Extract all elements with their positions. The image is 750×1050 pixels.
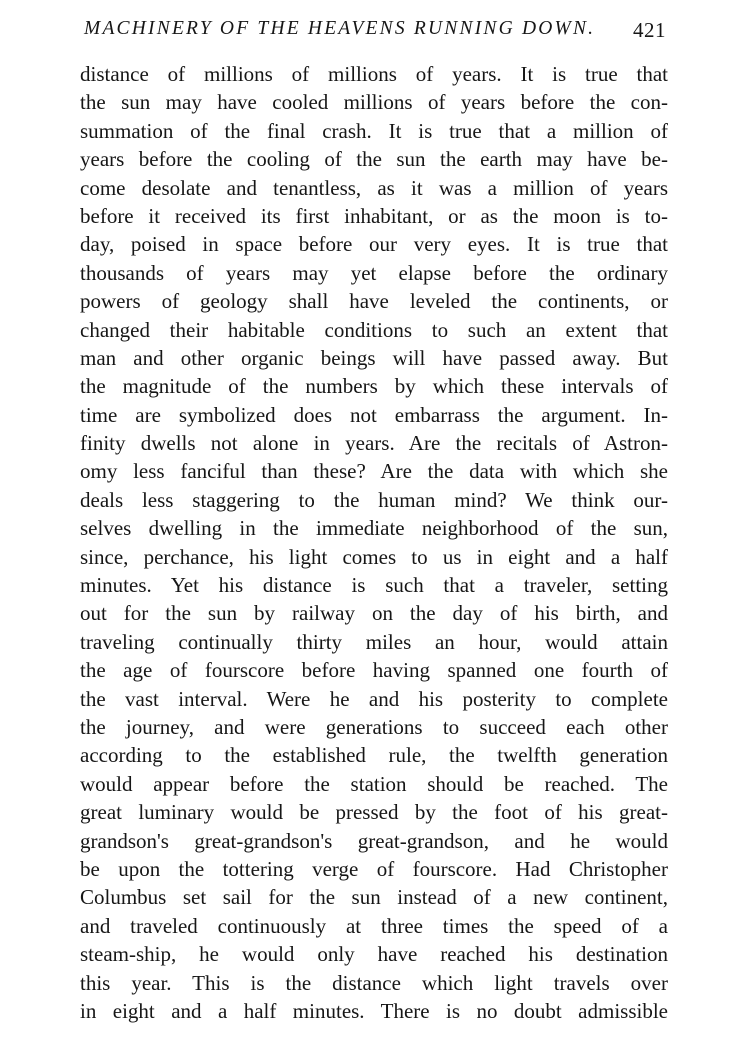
- text-line: changed their habitable conditions to such an extent that: [80, 317, 668, 342]
- text-line: powers of geology shall have leveled the continents, or: [80, 289, 668, 314]
- text-line: Columbus set sail for the sun instead of a new continent,: [80, 885, 668, 910]
- text-line: years before the cooling of the sun the earth may have be-: [80, 147, 668, 172]
- text-line: the journey, and were generations to succeed each other: [80, 714, 668, 739]
- text-line: and traveled continuously at three times the speed of a: [80, 913, 668, 938]
- text-line: finity dwells not alone in years. Are the recitals of Astron-: [80, 431, 668, 456]
- text-line: steam-ship, he would only have reached his destination: [80, 942, 668, 967]
- text-line: selves dwelling in the immediate neighborhood of the sun,: [80, 516, 668, 541]
- text-line: grandson's great-grandson's great-grandson, and he would: [80, 828, 668, 853]
- body-text: [80, 60, 668, 1025]
- text-line: would appear before the station should be reached. The: [80, 771, 668, 796]
- text-line: great luminary would be pressed by the foot of his great-: [80, 800, 668, 825]
- text-line: distance of millions of millions of years. It is true that: [80, 62, 668, 86]
- running-head: [84, 18, 666, 48]
- text-line: traveling continually thirty miles an hour, would attain: [80, 629, 668, 654]
- text-line: since, perchance, his light comes to us in eight and a half: [80, 544, 668, 569]
- text-line: time are symbolized does not embarrass the argument. In-: [80, 402, 668, 427]
- text-line: man and other organic beings will have passed away. But: [80, 345, 668, 370]
- page-number: 421: [633, 18, 666, 42]
- text-line: minutes. Yet his distance is such that a traveler, setting: [80, 573, 668, 598]
- text-line: this year. This is the distance which light travels over: [80, 970, 668, 995]
- text-line: according to the established rule, the twelfth generation: [80, 743, 668, 768]
- text-line: the magnitude of the numbers by which these intervals of: [80, 374, 668, 399]
- text-line: day, poised in space before our very eyes. It is true that: [80, 232, 668, 257]
- text-line: the vast interval. Were he and his posterity to complete: [80, 686, 668, 711]
- text-line: omy less fanciful than these? Are the data with which she: [80, 459, 668, 484]
- text-line: the age of fourscore before having spanned one fourth of: [80, 658, 668, 683]
- text-line: summation of the final crash. It is true that a million of: [80, 118, 668, 143]
- text-line: be upon the tottering verge of fourscore. Had Christopher: [80, 856, 668, 881]
- text-line: the sun may have cooled millions of years before the con-: [80, 90, 668, 115]
- text-line: thousands of years may yet elapse before the ordinary: [80, 260, 668, 285]
- text-line: in eight and a half minutes. There is no doubt admissible: [80, 998, 668, 1023]
- running-title: MACHINERY OF THE HEAVENS RUNNING DOWN.: [84, 18, 596, 39]
- text-line: deals less staggering to the human mind? We think our-: [80, 487, 668, 512]
- text-line: before it received its first inhabitant, or as the moon is to-: [80, 203, 668, 228]
- text-line: out for the sun by railway on the day of his birth, and: [80, 601, 668, 626]
- text-line: come desolate and tenantless, as it was a million of years: [80, 175, 668, 200]
